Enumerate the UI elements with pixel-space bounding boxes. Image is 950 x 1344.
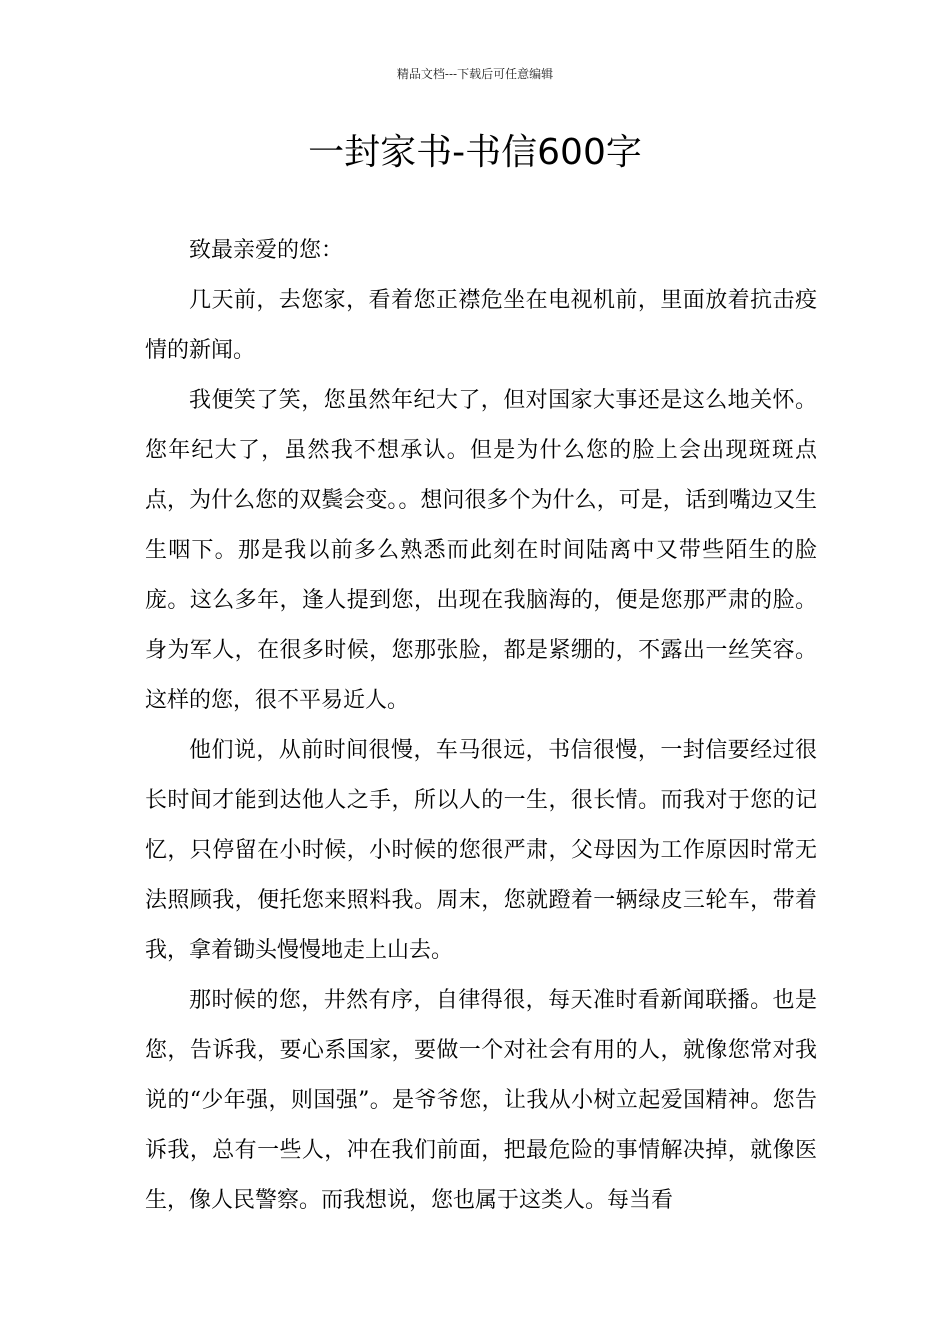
page-header: 精品文档---下载后可任意编辑 [396, 67, 554, 81]
paragraph: 几天前，去您家，看着您正襟危坐在电视机前，里面放着抗击疫情的新闻。 [145, 288, 817, 363]
paragraph: 那时候的您，井然有序，自律得很，每天准时看新闻联播。也是您，告诉我，要心系国家，要做一个对社会有用的人，就像您常对我说的“少年强，则国强”。是爷爷您，让我从小树立起爱国精神。您告诉我，总有一些人，冲在我们前面，把最危险的事情解决掉，就像医生，像人民警察。而我想说，您也属于这类人。每当看 [145, 988, 817, 1213]
document-title: 一封家书-书信600字 [308, 132, 642, 173]
document-body [145, 226, 817, 1226]
paragraph: 他们说，从前时间很慢，车马很远，书信很慢，一封信要经过很长时间才能到达他人之手，所以人的一生，很长情。而我对于您的记忆，只停留在小时候，小时候的您很严肃，父母因为工作原因时常无法照顾我，便托您来照料我。周末，您就蹬着一辆绿皮三轮车，带着我，拿着锄头慢慢地走上山去。 [145, 738, 817, 963]
paragraph: 我便笑了笑，您虽然年纪大了，但对国家大事还是这么地关怀。您年纪大了，虽然我不想承认。但是为什么您的脸上会出现斑斑点点，为什么您的双鬓会变。。想问很多个为什么，可是，话到嘴边又生生咽下。那是我以前多么熟悉而此刻在时间陆离中又带些陌生的脸庞。这么多年，逢人提到您，出现在我脑海的，便是您那严肃的脸。身为军人，在很多时候，您那张脸，都是紧绷的，不露出一丝笑容。这样的您，很不平易近人。 [145, 388, 817, 713]
paragraph-greeting: 致最亲爱的您： [189, 238, 344, 263]
